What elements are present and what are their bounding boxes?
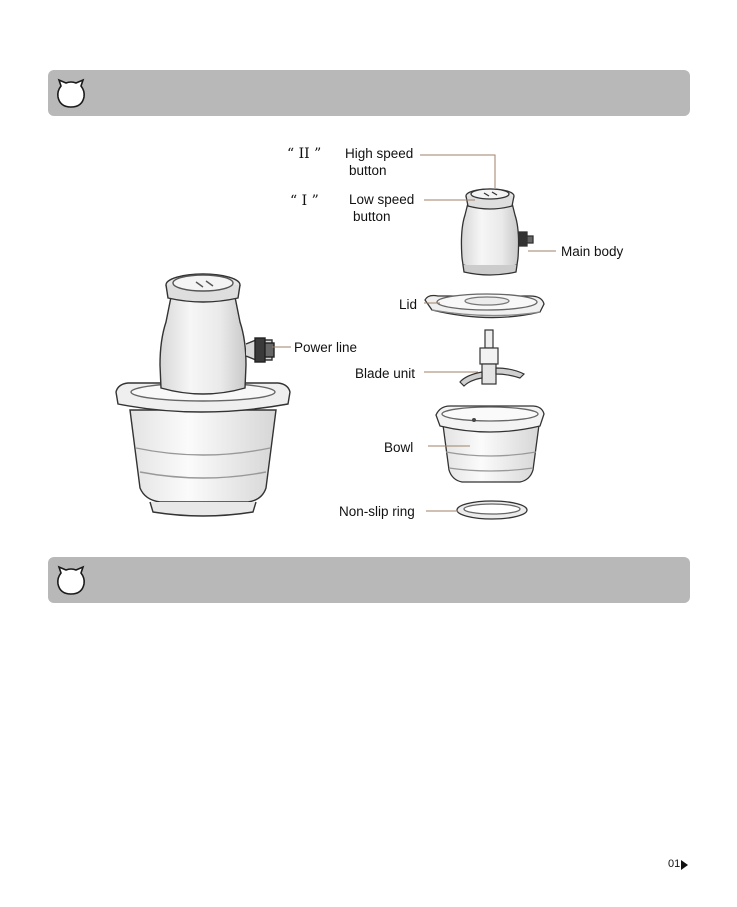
main-body-label: Main body	[561, 244, 624, 259]
exploded-non-slip-ring	[457, 501, 527, 519]
low-speed-symbol: “ I ”	[290, 193, 319, 209]
high-speed-symbol: “ II ”	[287, 146, 322, 162]
exploded-lid	[425, 294, 544, 318]
page-next-arrow-icon	[681, 860, 688, 870]
exploded-blade-unit	[460, 330, 524, 386]
bowl-label: Bowl	[384, 440, 414, 455]
lid-label: Lid	[399, 297, 418, 312]
blade-unit-label: Blade unit	[355, 366, 416, 381]
exploded-bowl	[436, 406, 544, 482]
exploded-main-body	[461, 189, 533, 275]
high-speed-label-line1: High speed	[345, 146, 414, 161]
low-speed-label-line2: button	[353, 209, 391, 224]
high-speed-label-line2: button	[349, 163, 387, 178]
power-line-label: Power line	[294, 340, 358, 355]
low-speed-label-line1: Low speed	[349, 192, 415, 207]
non-slip-ring-label: Non-slip ring	[339, 504, 415, 519]
page-number: 01	[668, 858, 681, 870]
assembled-chopper-illustration	[116, 274, 290, 516]
